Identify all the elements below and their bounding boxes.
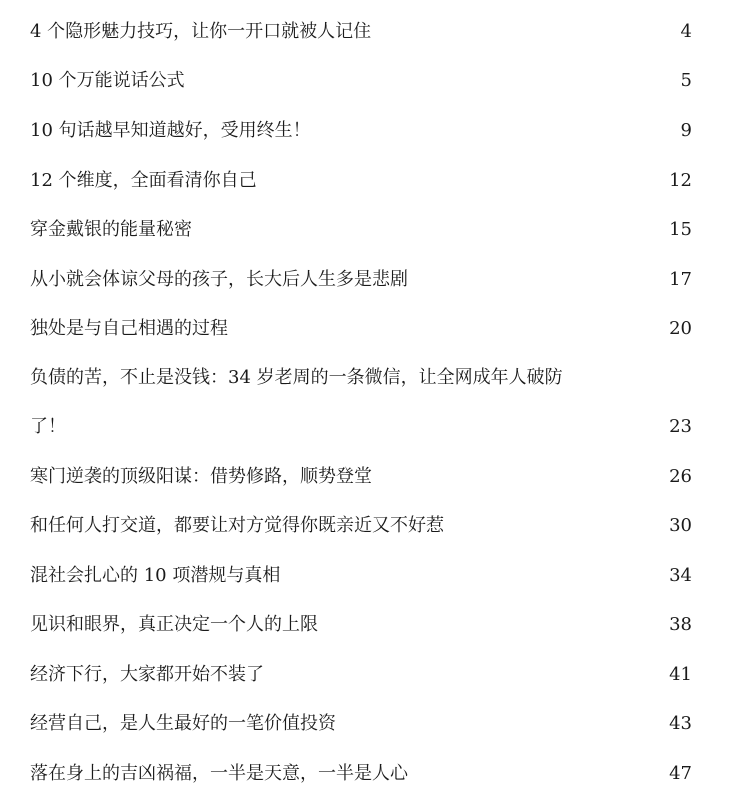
toc-entry-title: 穿金戴银的能量秘密: [30, 219, 192, 240]
toc-entry-title: 见识和眼界，真正决定一个人的上限: [30, 614, 318, 635]
toc-entry[interactable]: [30, 561, 692, 591]
toc-entry-title: 10 个万能说话公式: [30, 70, 185, 91]
toc-dot-leader: [342, 709, 661, 739]
toc-page-number: 20: [669, 318, 692, 339]
toc-page-number: 15: [669, 219, 692, 240]
toc-entry[interactable]: [30, 314, 692, 344]
toc-page-number: 43: [669, 713, 692, 734]
toc-page-number: 34: [669, 565, 692, 586]
toc-entry-title: 经营自己，是人生最好的一笔价值投资: [30, 713, 336, 734]
toc-entry-title: 负债的苦，不止是没钱：34 岁老周的一条微信，让全网成年人破防: [30, 367, 563, 388]
toc-entry-title: 和任何人打交道，都要让对方觉得你既亲近又不好惹: [30, 515, 444, 536]
toc-entry[interactable]: [30, 166, 692, 196]
toc-dot-leader: [234, 314, 661, 344]
toc-entry-title: 混社会扎心的 10 项潜规与真相: [30, 565, 281, 586]
toc-entry-title-continuation: 了！: [30, 416, 66, 437]
toc-dot-leader: [414, 265, 661, 295]
toc-dot-leader: [317, 116, 664, 146]
toc-dot-leader: [450, 511, 661, 541]
toc-entry-title: 独处是与自己相遇的过程: [30, 318, 228, 339]
toc-page-number: 30: [669, 515, 692, 536]
toc-entry[interactable]: [30, 17, 692, 47]
toc-entry[interactable]: [30, 215, 692, 245]
toc-page-number: 4: [680, 21, 692, 42]
toc-page-number: 38: [669, 614, 692, 635]
toc-dot-leader: [72, 412, 661, 442]
toc-entry[interactable]: [30, 709, 692, 739]
toc-dot-leader: [191, 66, 664, 96]
toc-dot-leader: [286, 561, 661, 591]
toc-entry-title: 从小就会体谅父母的孩子，长大后人生多是悲剧: [30, 269, 408, 290]
toc-dot-leader: [377, 17, 664, 47]
toc-entry[interactable]: [30, 265, 692, 295]
toc-page-number: 5: [680, 70, 692, 91]
toc-entry[interactable]: [30, 610, 692, 640]
toc-page-number: 23: [669, 416, 692, 437]
toc-page-number: 26: [669, 466, 692, 487]
toc-dot-leader: [324, 610, 661, 640]
toc-dot-leader: [263, 166, 661, 196]
toc-entry[interactable]: [30, 462, 692, 492]
toc-entry[interactable]: [30, 116, 692, 146]
toc-entry[interactable]: [30, 66, 692, 96]
toc-dot-leader: [198, 215, 661, 245]
toc-entry-wrapped-line[interactable]: [30, 363, 692, 393]
toc-entry[interactable]: [30, 412, 692, 442]
toc-page-number: 9: [680, 120, 692, 141]
toc-page-number: 12: [669, 170, 692, 191]
toc-page-number: 47: [669, 763, 692, 784]
toc-page-number: 41: [669, 664, 692, 685]
toc-entry[interactable]: [30, 660, 692, 690]
toc-entry-title: 落在身上的吉凶祸福，一半是天意，一半是人心: [30, 763, 408, 784]
toc-entry-title: 4 个隐形魅力技巧，让你一开口就被人记住: [30, 21, 372, 42]
toc-page-number: 17: [669, 269, 692, 290]
toc-entry-title: 10 句话越早知道越好，受用终生！: [30, 120, 311, 141]
toc-entry[interactable]: [30, 759, 692, 789]
toc-dot-leader: [378, 462, 661, 492]
toc-entry[interactable]: [30, 511, 692, 541]
toc-entry-title: 寒门逆袭的顶级阳谋：借势修路，顺势登堂: [30, 466, 372, 487]
toc-dot-leader: [270, 660, 661, 690]
toc-entry-title: 12 个维度，全面看清你自己: [30, 170, 257, 191]
toc-dot-leader: [414, 759, 661, 789]
toc-entry-title: 经济下行，大家都开始不装了: [30, 664, 264, 685]
